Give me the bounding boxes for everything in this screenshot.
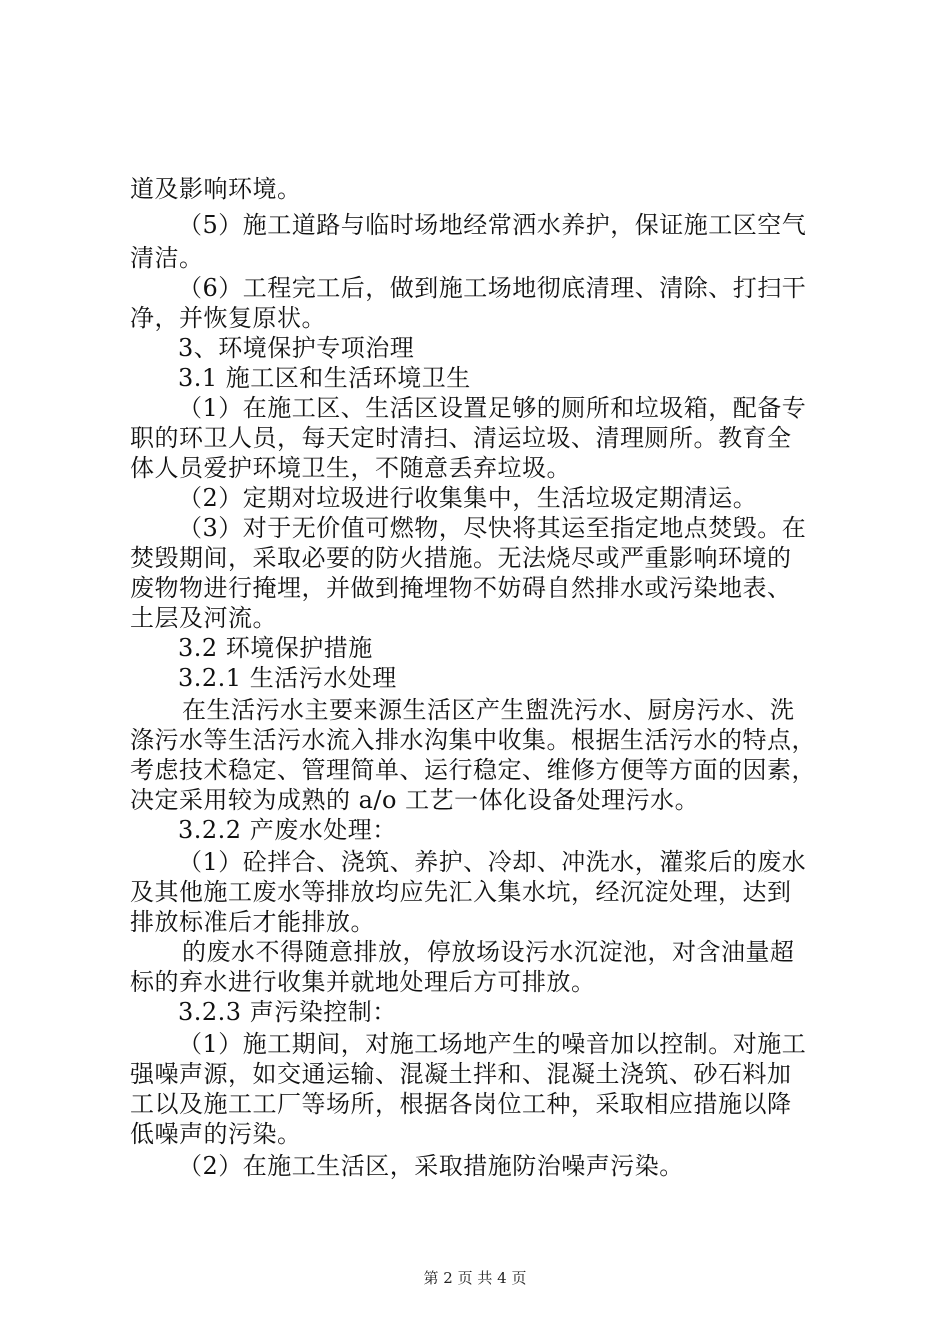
paragraph-line: 焚毁期间，采取必要的防火措施。无法烧尽或严重影响环境的 xyxy=(130,544,792,572)
paragraph-line: 及其他施工废水等排放均应先汇入集水坑，经沉淀处理，达到 xyxy=(130,878,792,906)
paragraph-line: 决定采用较为成熟的 a/o 工艺一体化设备处理污水。 xyxy=(130,786,700,814)
paragraph-line: （3）对于无价值可燃物，尽快将其运至指定地点焚毁。在 xyxy=(178,514,807,542)
paragraph-line: 职的环卫人员，每天定时清扫、清运垃圾、清理厕所。教育全 xyxy=(130,424,792,452)
subsection-heading: 3.1 施工区和生活环境卫生 xyxy=(178,364,471,392)
paragraph-line: 工以及施工工厂等场所，根据各岗位工种，采取相应措施以降 xyxy=(130,1090,792,1118)
paragraph-line: 废物物进行掩埋，并做到掩埋物不妨碍自然排水或污染地表、 xyxy=(130,574,792,602)
subsection-heading: 3.2 环境保护措施 xyxy=(178,634,373,662)
paragraph-line: 排放标准后才能排放。 xyxy=(130,908,375,936)
paragraph-line: （2）定期对垃圾进行收集集中，生活垃圾定期清运。 xyxy=(178,484,758,512)
paragraph-line: 考虑技术稳定、管理简单、运行稳定、维修方便等方面的因素， xyxy=(130,756,816,784)
paragraph-line: （6）工程完工后，做到施工场地彻底清理、清除、打扫干 xyxy=(178,274,807,302)
paragraph-line: （1）施工期间，对施工场地产生的噪音加以控制。对施工 xyxy=(178,1030,807,1058)
section-heading: 3、环境保护专项治理 xyxy=(178,334,415,362)
paragraph-line: （1）砼拌合、浇筑、养护、冷却、冲洗水，灌浆后的废水 xyxy=(178,848,807,876)
paragraph-line: 道及影响环境。 xyxy=(130,175,302,203)
paragraph-line: 清洁。 xyxy=(130,244,204,272)
paragraph-line: 的废水不得随意排放，停放场设污水沉淀池，对含油量超 xyxy=(182,938,795,966)
paragraph-line: （1）在施工区、生活区设置足够的厕所和垃圾箱，配备专 xyxy=(178,394,807,422)
subsection-heading: 3.2.1 生活污水处理 xyxy=(178,664,397,692)
page-footer: 第 2 页 共 4 页 xyxy=(423,1269,527,1287)
subsection-heading: 3.2.2 产废水处理： xyxy=(178,816,397,844)
paragraph-line: （2）在施工生活区，采取措施防治噪声污染。 xyxy=(178,1152,684,1180)
paragraph-line: 净，并恢复原状。 xyxy=(130,304,326,332)
paragraph-line: 涤污水等生活污水流入排水沟集中收集。根据生活污水的特点， xyxy=(130,726,816,754)
subsection-heading: 3.2.3 声污染控制： xyxy=(178,998,397,1026)
paragraph-line: 低噪声的污染。 xyxy=(130,1120,302,1148)
paragraph-line: 体人员爱护环境卫生，不随意丢弃垃圾。 xyxy=(130,454,571,482)
paragraph-line: （5）施工道路与临时场地经常洒水养护，保证施工区空气 xyxy=(178,211,807,239)
paragraph-line: 标的弃水进行收集并就地处理后方可排放。 xyxy=(130,968,596,996)
paragraph-line: 强噪声源，如交通运输、混凝土拌和、混凝土浇筑、砂石料加 xyxy=(130,1060,792,1088)
paragraph-line: 在生活污水主要来源生活区产生盥洗污水、厨房污水、洗 xyxy=(182,696,795,724)
paragraph-line: 土层及河流。 xyxy=(130,604,277,632)
